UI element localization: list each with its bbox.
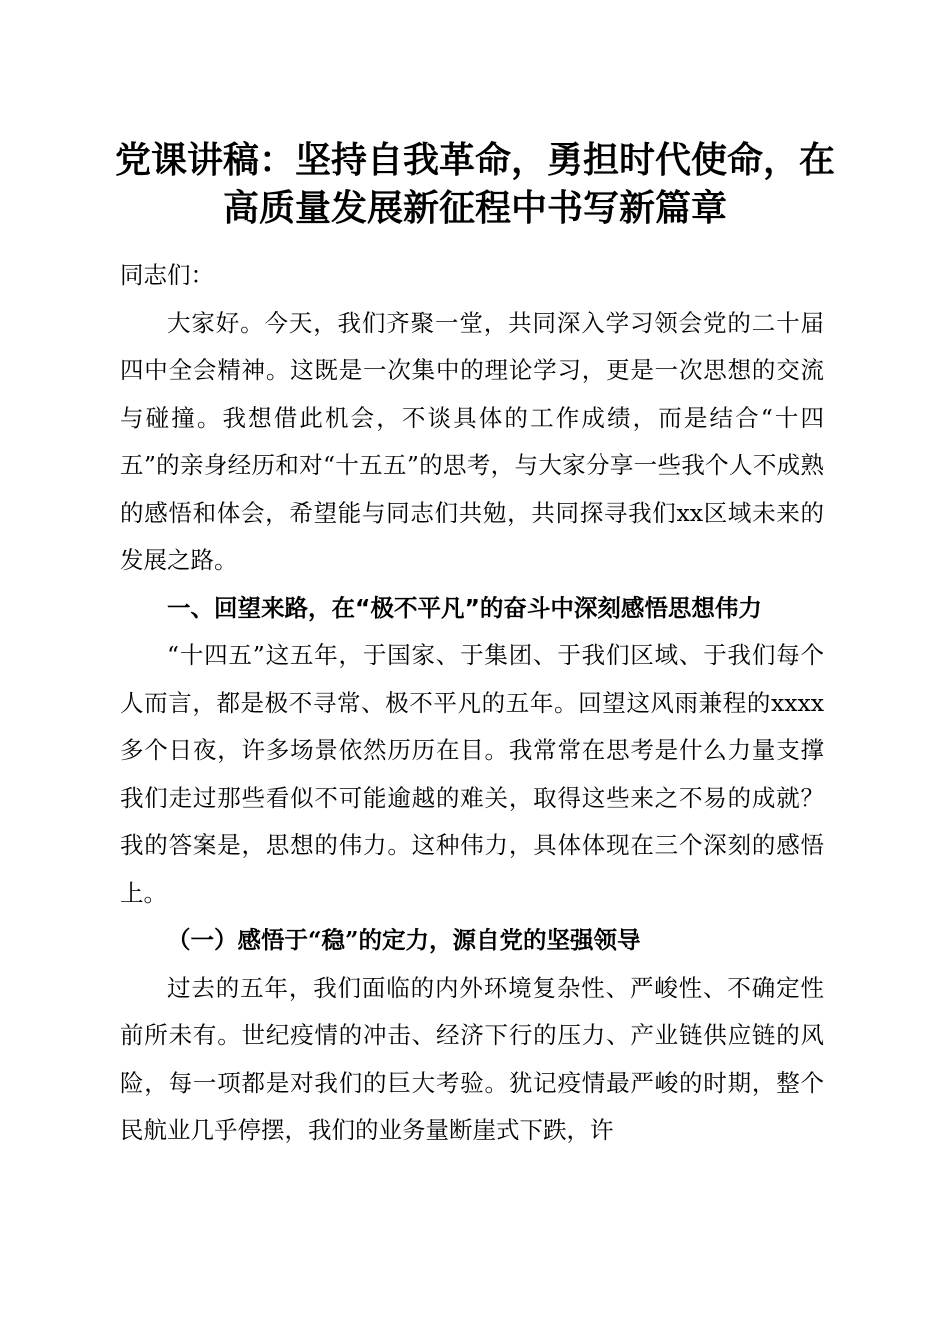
paragraph-opening: 大家好。今天，我们齐聚一堂，共同深入学习领会党的二十届四中全会精神。这既是一次集中的理论学习，更是一次思想的交流与碰撞。我想借此机会，不谈具体的工作成绩，而是结合“十四五”的亲身经历和对“十五五”的思考，与大家分享一些我个人不成熟的感悟和体会，希望能与同志们共勉，共同探寻我们xx区域未来的发展之路。 [120,308,824,574]
document-title-line-1: 党课讲稿：坚持自我革命，勇担时代使命，在 [114,139,835,181]
section-heading-1: 一、回望来路，在“极不平凡”的奋斗中深刻感悟思想伟力 [167,593,762,622]
paragraph-subsection-1: 过去的五年，我们面临的内外环境复杂性、严峻性、不确定性前所未有。世纪疫情的冲击、经济下行的压力、产业链供应链的风险，每一项都是对我们的巨大考验。犹记疫情最严峻的时期，整个民航业几乎停摆，我们的业务量断崖式下跌，许 [120,973,824,1144]
paragraph-section-1: “十四五”这五年，于国家、于集团、于我们区域、于我们每个人而言，都是极不寻常、极不平凡的五年。回望这风雨兼程的xxxx多个日夜，许多场景依然历历在目。我常常在思考是什么力量支撑我们走过那些看似不可能逾越的难关，取得这些来之不易的成就？我的答案是，思想的伟力。这种伟力，具体体现在三个深刻的感悟上。 [120,641,824,907]
subsection-heading-1: （一）感悟于“稳”的定力，源自党的坚强领导 [167,926,641,954]
document-title-line-2: 高质量发展新征程中书写新篇章 [222,187,727,229]
document-body [120,252,824,1155]
salutation: 同志们： [120,261,214,289]
